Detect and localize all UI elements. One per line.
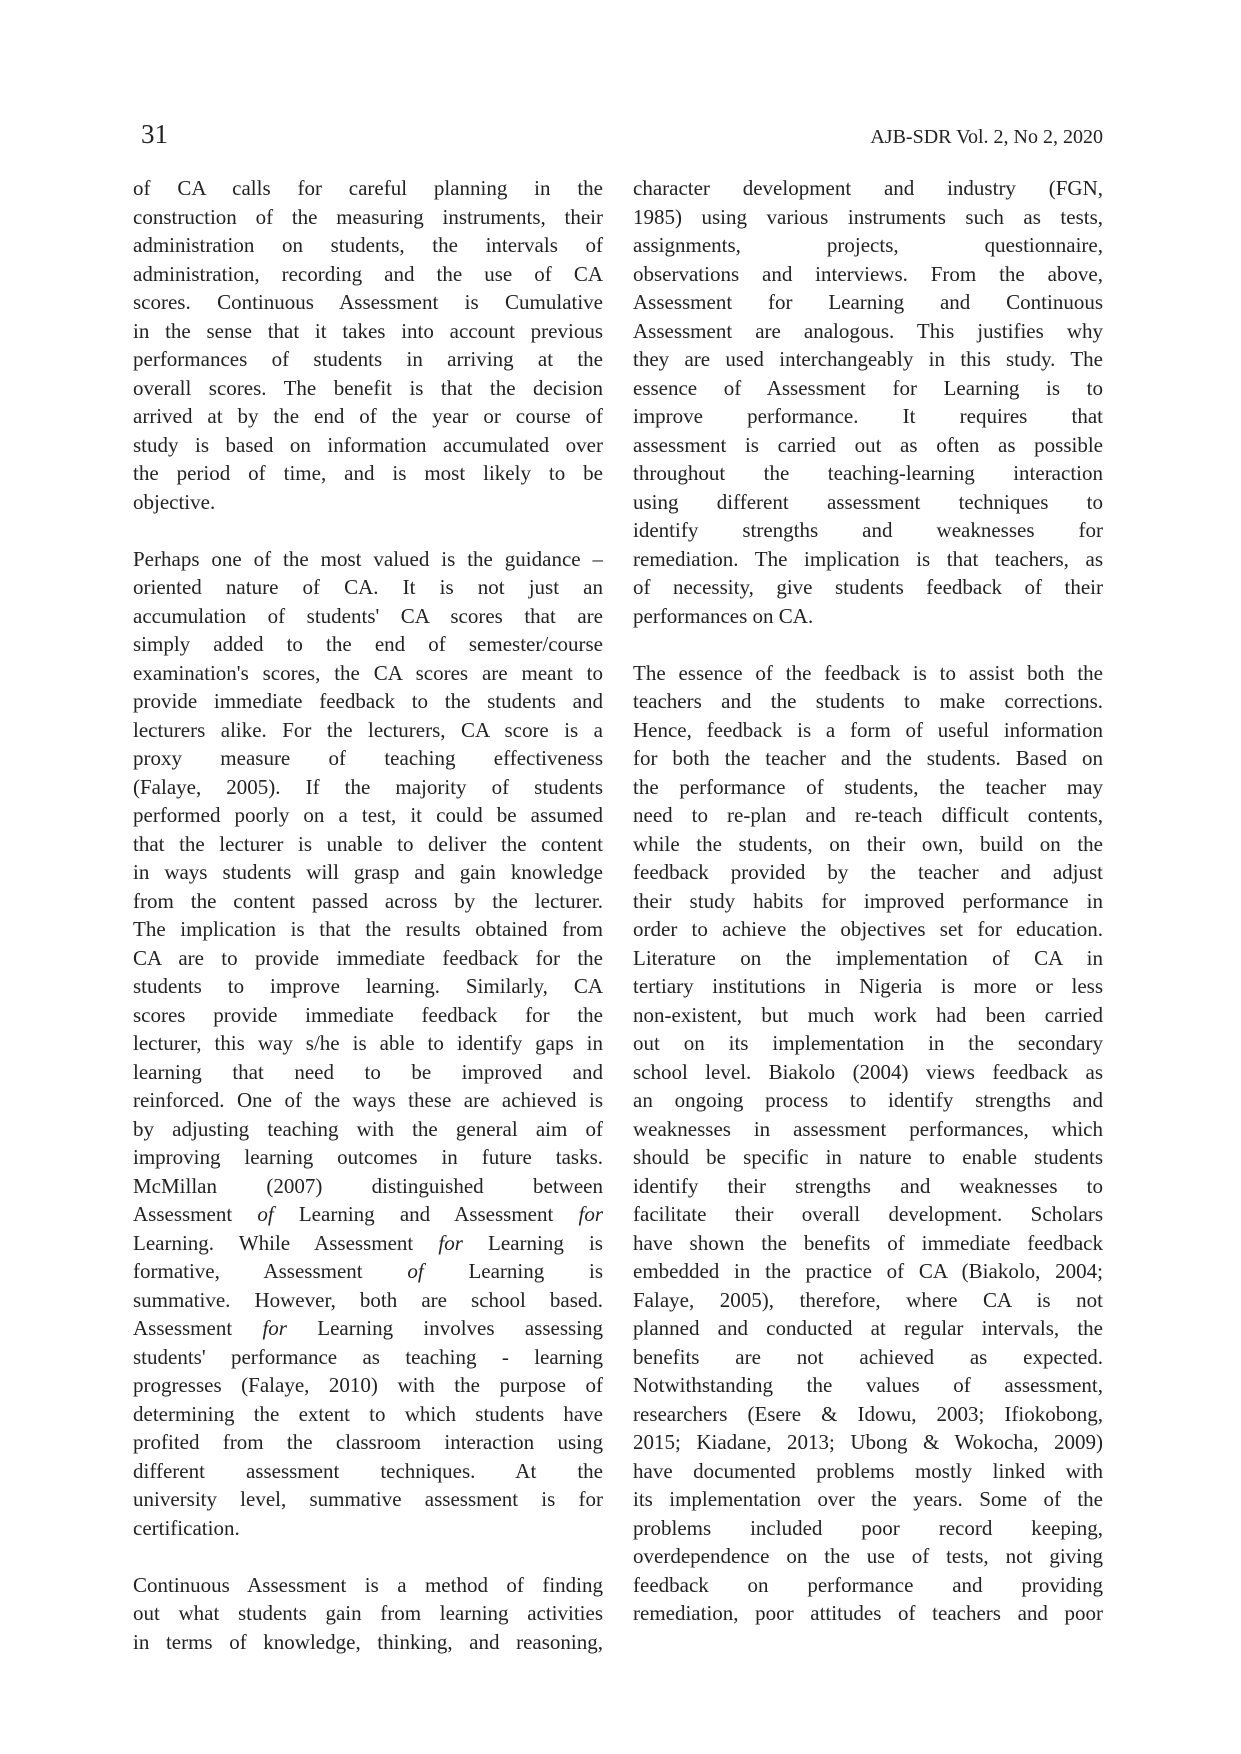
text-line: an ongoing process to identify strengths and <box>633 1088 1103 1112</box>
text-line: essence of Assessment for Learning is to <box>633 375 1103 400</box>
text-line: Assessment are analogous. This justifies why <box>633 318 1103 343</box>
text-line: remediation, poor attitudes of teachers and poor <box>633 1601 1103 1625</box>
page-number: 31 <box>141 119 168 149</box>
text-line: proxy measure of teaching effectiveness <box>133 746 603 770</box>
text-line: administration, recording and the use of CA <box>133 261 603 286</box>
text-line: have shown the benefits of immediate feedback <box>633 1230 1103 1255</box>
text-line: (Falaye, 2005). If the majority of students <box>133 774 603 799</box>
text-line: remediation. The implication is that teachers, as <box>633 546 1103 571</box>
text-line: in terms of knowledge, thinking, and reasoning, <box>133 1629 603 1654</box>
text-line: facilitate their overall development. Scholars <box>633 1202 1103 1226</box>
text-line: from the content passed across by the lecturer. <box>133 888 603 913</box>
text-line: accumulation of students' CA scores that are <box>133 603 603 628</box>
text-line: they are used interchangeably in this study. The <box>633 347 1103 371</box>
text-line: administration on students, the intervals of <box>133 233 603 257</box>
text-line: school level. Biakolo (2004) views feedback as <box>633 1059 1103 1084</box>
paragraph <box>133 174 603 516</box>
text-line: The implication is that the results obtained from <box>133 917 603 941</box>
text-line: performances on CA. <box>633 603 814 628</box>
text-line: learning that need to be improved and <box>133 1059 603 1084</box>
text-line: for both the teacher and the students. Based on <box>633 746 1103 770</box>
text-line: throughout the teaching-learning interaction <box>633 461 1103 485</box>
text-line: by adjusting teaching with the general aim of <box>133 1116 603 1141</box>
text-line: benefits are not achieved as expected. <box>633 1344 1103 1369</box>
text-line: The essence of the feedback is to assist both the <box>633 660 1103 685</box>
text-line: teachers and the students to make corrections. <box>633 689 1103 713</box>
text-line: while the students, on their own, build on the <box>633 831 1103 856</box>
text-line: Hence, feedback is a form of useful information <box>633 717 1103 742</box>
text-line: Assessment for Learning involves assessing <box>133 1316 603 1340</box>
text-line: arrived at by the end of the year or course of <box>133 404 603 428</box>
text-line: non-existent, but much work had been carried <box>633 1002 1103 1027</box>
text-line: profited from the classroom interaction using <box>133 1430 603 1454</box>
text-line: tertiary institutions in Nigeria is more or less <box>633 974 1103 998</box>
text-line: performances of students in arriving at the <box>133 347 603 371</box>
text-line: overall scores. The benefit is that the decision <box>133 375 603 400</box>
text-line: out on its implementation in the secondary <box>633 1031 1103 1055</box>
text-line: feedback on performance and providing <box>633 1572 1103 1597</box>
text-line: Assessment for Learning and Continuous <box>633 290 1103 314</box>
text-column-left <box>133 174 603 1656</box>
text-line: different assessment techniques. At the <box>133 1458 603 1483</box>
journal-header: AJB-SDR Vol. 2, No 2, 2020 <box>870 126 1103 148</box>
text-line: its implementation over the years. Some of the <box>633 1487 1103 1511</box>
text-line: oriented nature of CA. It is not just an <box>133 575 603 599</box>
text-line: students to improve learning. Similarly, CA <box>133 974 603 998</box>
text-line: using different assessment techniques to <box>633 489 1103 514</box>
text-line: lecturer, this way s/he is able to identify gaps in <box>133 1031 603 1055</box>
text-line: certification. <box>133 1515 240 1540</box>
text-line: in the sense that it takes into account previous <box>133 318 603 343</box>
text-line: construction of the measuring instruments, their <box>133 204 603 229</box>
text-line: Continuous Assessment is a method of finding <box>133 1572 603 1597</box>
paragraph <box>633 659 1103 1628</box>
text-line: study is based on information accumulated over <box>133 432 603 457</box>
text-line: identify strengths and weaknesses for <box>633 518 1103 542</box>
text-line: observations and interviews. From the above, <box>633 261 1103 286</box>
text-line: the performance of students, the teacher may <box>633 774 1103 799</box>
text-line: provide immediate feedback to the students and <box>133 689 603 713</box>
text-line: in ways students will grasp and gain knowledge <box>133 860 603 884</box>
text-line: their study habits for improved performance in <box>633 888 1103 913</box>
text-line: character development and industry (FGN, <box>633 176 1103 200</box>
text-line: of CA calls for careful planning in the <box>133 176 603 200</box>
text-line: simply added to the end of semester/course <box>133 632 603 656</box>
text-line: summative. However, both are school based. <box>133 1287 603 1312</box>
text-line: examination's scores, the CA scores are meant to <box>133 660 603 685</box>
text-line: have documented problems mostly linked with <box>633 1458 1103 1483</box>
text-line: overdependence on the use of tests, not giving <box>633 1544 1103 1568</box>
text-line: CA are to provide immediate feedback for the <box>133 945 603 970</box>
text-line: Assessment of Learning and Assessment for <box>133 1202 603 1226</box>
text-line: need to re-plan and re-teach difficult contents, <box>633 803 1103 827</box>
text-line: Falaye, 2005), therefore, where CA is not <box>633 1287 1103 1312</box>
text-line: should be specific in nature to enable students <box>633 1145 1103 1169</box>
text-line: improving learning outcomes in future tasks. <box>133 1145 603 1169</box>
text-line: of necessity, give students feedback of their <box>633 575 1103 599</box>
text-line: McMillan (2007) distinguished between <box>133 1173 603 1198</box>
text-column-right <box>633 174 1103 1656</box>
paragraph <box>133 1571 603 1657</box>
text-line: Literature on the implementation of CA in <box>633 945 1103 970</box>
text-line: formative, Assessment of Learning is <box>133 1259 603 1283</box>
text-line: weaknesses in assessment performances, which <box>633 1116 1103 1141</box>
text-line: assignments, projects, questionnaire, <box>633 233 1103 257</box>
text-columns <box>133 174 1104 1656</box>
text-line: researchers (Esere & Idowu, 2003; Ifiokobong, <box>633 1401 1103 1426</box>
text-line: 2015; Kiadane, 2013; Ubong & Wokocha, 2009) <box>633 1430 1103 1454</box>
paragraph <box>633 174 1103 630</box>
paragraph <box>133 545 603 1543</box>
text-line: Learning. While Assessment for Learning is <box>133 1230 603 1255</box>
text-line: out what students gain from learning activities <box>133 1601 603 1625</box>
text-line: Notwithstanding the values of assessment, <box>633 1373 1103 1397</box>
text-line: assessment is carried out as often as possible <box>633 432 1103 457</box>
text-line: scores provide immediate feedback for the <box>133 1002 603 1027</box>
text-line: feedback provided by the teacher and adjust <box>633 860 1103 884</box>
text-line: planned and conducted at regular intervals, the <box>633 1316 1103 1340</box>
text-line: identify their strengths and weaknesses to <box>633 1173 1103 1198</box>
text-line: determining the extent to which students have <box>133 1401 603 1426</box>
text-line: university level, summative assessment is for <box>133 1487 603 1511</box>
text-line: students' performance as teaching - learning <box>133 1344 603 1369</box>
text-line: performed poorly on a test, it could be assumed <box>133 803 603 827</box>
text-line: embedded in the practice of CA (Biakolo, 2004; <box>633 1259 1103 1283</box>
text-line: order to achieve the objectives set for education. <box>633 917 1103 941</box>
text-line: progresses (Falaye, 2010) with the purpose of <box>133 1373 603 1397</box>
text-line: objective. <box>133 489 216 514</box>
text-line: improve performance. It requires that <box>633 404 1103 428</box>
text-line: that the lecturer is unable to deliver the content <box>133 831 603 856</box>
text-line: scores. Continuous Assessment is Cumulative <box>133 290 603 314</box>
text-line: the period of time, and is most likely to be <box>133 461 603 485</box>
text-line: 1985) using various instruments such as tests, <box>633 204 1103 229</box>
text-line: reinforced. One of the ways these are achieved is <box>133 1088 603 1112</box>
text-line: lecturers alike. For the lecturers, CA score is a <box>133 717 603 742</box>
text-line: problems included poor record keeping, <box>633 1515 1103 1540</box>
text-line: Perhaps one of the most valued is the guidance – <box>133 546 603 571</box>
